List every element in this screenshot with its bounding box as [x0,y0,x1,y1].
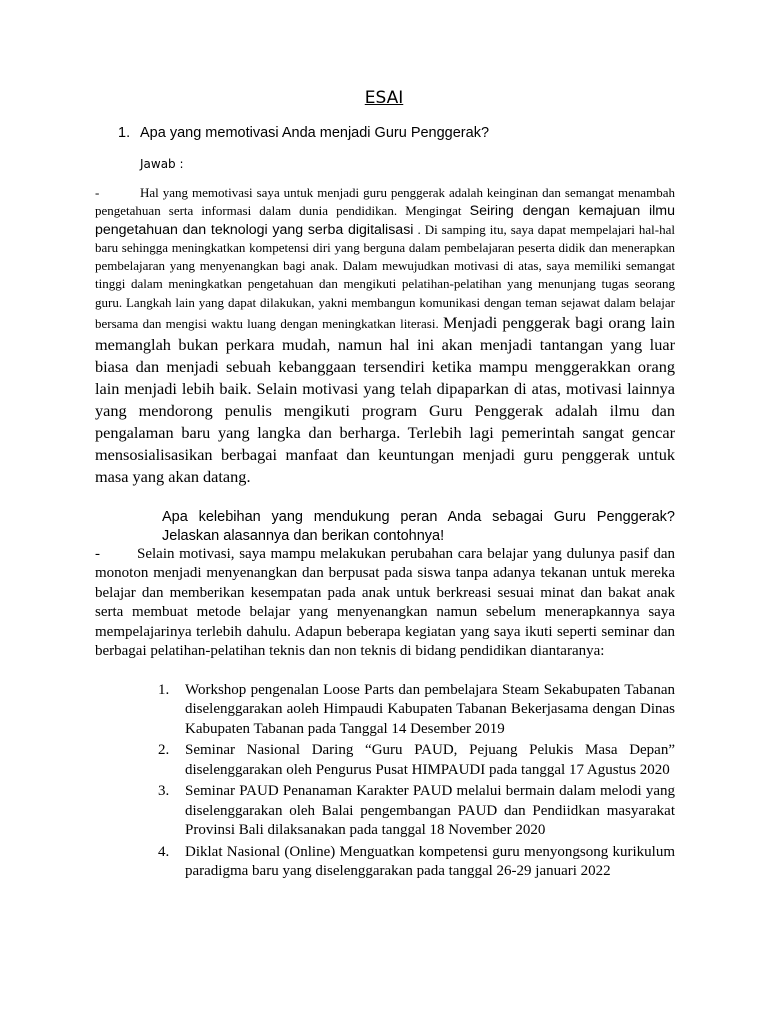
document-title: ESAI [364,88,404,108]
question-2 [162,508,675,546]
list-item-number: 2. [158,742,170,759]
list-item [158,741,675,780]
question-2-line-1: Apa kelebihan yang mendukung peran Anda sebagai Guru Penggerak? [162,509,675,525]
list-item-number: 1. [158,682,170,698]
question-1-number: 1. [118,125,131,141]
answer-2-dash: - [95,546,100,562]
list-item [158,843,675,882]
question-1 [118,125,489,141]
question-1-text: Apa yang memotivasi Anda menjadi Guru Penggerak? [140,125,490,141]
jawab-label: Jawab : [140,157,184,171]
activity-list [158,681,675,884]
answer-2-paragraph [95,545,675,661]
list-item [158,782,675,840]
list-item-text: Workshop pengenalan Loose Parts dan pembelajara Steam Sekabupaten Tabanan diselenggarakan aoleh Himpaudi Kabupaten Tabanan Bekerjasama dengan Dinas Kabupaten Tabanan pada Tanggal 14 Desember 2019 [185,682,675,737]
answer-2-text: Selain motivasi, saya mampu melakukan perubahan cara belajar yang dulunya pasif dan monoton menjadi menyenangkan dan berpusat pada siswa tanpa adanya tekanan untuk mereka belajar dan memberikan kesempatan pada anak untuk berkreasi sesuai minat dan bakat anak serta membuat metode belajar yang menyenangkan namun sebelum menerapkannya saya mempelajarinya terlebih dahulu. Adapun beberapa kegiatan yang saya ikuti seperti seminar dan berbagai pelatihan-pelatihan teknis dan non teknis di bidang pendidikan diantaranya: [95,546,675,660]
answer-1-dash: - [95,185,100,200]
answer-1-paragraph [95,184,675,488]
question-2-line-2: Jelaskan alasannya dan berikan contohnya! [162,528,445,544]
answer-1-part-5: . Selain motivasi yang telah dipaparkan di atas, motivasi lainnya yang mendorong penulis mengikuti program Guru Penggerak adalah ilmu dan pengalaman baru yang langka dan berharga. Terlebih lagi pemerintah sangat gencar mensosialisasikan berbagai manfaat dan keuntungan menjadi guru penggerak untuk masa yang akan datang. [95,379,676,487]
answer-1-part-3: . Di samping itu, saya dapat mempelajari hal-hal baru sehingga meningkatkan kompetensi diri yang berguna dalam pembelajaran peserta didik dan menerapkan pembelajaran yang menyenangkan bagi anak. Dalam mewujudkan motivasi di atas, saya memiliki semangat tinggi dalam meningkatkan pengetahuan dan mengikuti pelatihan-pelatihan yang menunjang tugas seorang guru. Langkah lain yang dapat dilakukan, yakni membangun komunikasi dengan teman sejawat dalam belajar bersama dan mengisi waktu luang dengan meningkatkan literasi. [95,221,675,332]
list-item-number: 4. [158,843,170,860]
list-item-text: Seminar PAUD Penanaman Karakter PAUD melalui bermain dalam melodi yang diselenggarakan oleh Balai pengembangan PAUD dan Pendiidkan masyarakat Provinsi Bali dilaksanakan pada tanggal 18 November 2020 [185,783,675,839]
list-item-text: Seminar Nasional Daring “Guru PAUD, Pejuang Pelukis Masa Depan” diselenggarakan oleh Pengurus Pusat HIMPAUDI pada tanggal 17 Agustus 2020 [185,742,675,778]
list-item-number: 3. [158,783,170,800]
list-item [158,681,675,739]
answer-1-part-4: Menjadi penggerak bagi orang lain memanglah bukan perkara mudah, namun hal ini akan menjadi tantangan yang luar biasa dan menjadi sebuah kebanggaan tersendiri ketika mampu menggerakkan orang lain menjadi lebih baik [95,313,675,399]
list-item-text: Diklat Nasional (Online) Menguatkan kompetensi guru menyongsong kurikulum paradigma baru yang diselenggarakan pada tanggal 26-29 januari 2022 [185,843,675,880]
answer-1-part-2: Seiring dengan kemajuan ilmu pengetahuan dan teknologi yang serba digitalisasi [95,203,676,238]
answer-1-part-1: Hal yang memotivasi saya untuk menjadi guru penggerak adalah keinginan dan semangat menambah pengetahuan serta informasi dalam dunia pendidikan. Mengingat [95,185,675,219]
